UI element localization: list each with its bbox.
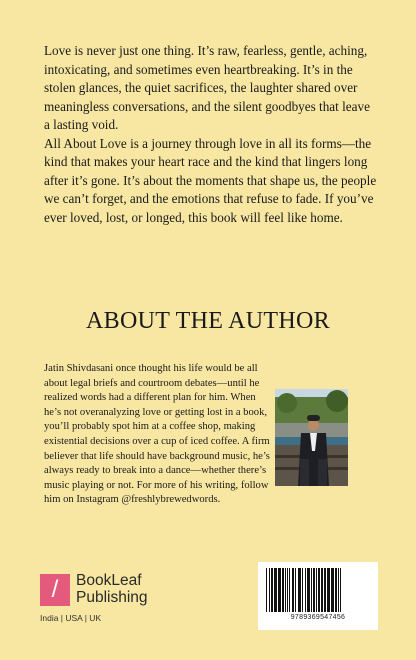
author-bio: Jatin Shivdasani once thought his life would be all about legal briefs and courtroom debates—until he realized words had a different plan for him. When he’s not overanalyzing love or getting lost in a book, you’ll probably spot him at a coffee shop, making existential decisions over a cup of iced coffee. A firm believer that life should have background music, he’s always ready to break into a dance—whether there’s music playing or not. For more of his writing, follow him on Instagram @freshlybrewedwords. bbox=[44, 363, 270, 506]
isbn-barcode bbox=[258, 562, 378, 630]
publisher-logo bbox=[40, 574, 180, 630]
back-cover-blurb bbox=[44, 42, 378, 227]
about-author-heading: ABOUT THE AUTHOR bbox=[86, 308, 330, 334]
blurb-paragraph-2: All About Love is a journey through love in all its forms—the kind that makes your heart race and the kind that lingers long after it’s gone. It’s about the moments that shape us, the people we can’t forget, and the emotions that refuse to fade. If you’ve ever loved, lost, or longed, this book will feel like home. bbox=[44, 135, 377, 225]
isbn-number: 9789369547456 bbox=[290, 614, 346, 621]
publisher-name-line2: Publishing bbox=[76, 589, 148, 606]
publisher-name-line1: BookLeaf bbox=[76, 572, 142, 589]
publisher-mark-icon bbox=[40, 574, 70, 606]
publisher-mark-glyph: / bbox=[51, 576, 59, 603]
barcode-bars-icon bbox=[264, 568, 372, 614]
author-photo bbox=[275, 389, 348, 486]
publisher-locations: India | USA | UK bbox=[40, 613, 102, 623]
blurb-paragraph-1: Love is never just one thing. It’s raw, fearless, gentle, aching, intoxicating, and sometimes even heartbreaking. It’s in the stolen glances, the quiet sacrifices, the laughter shared over meaningless conversations, and the silent goodbyes that leave a lasting void. bbox=[44, 43, 370, 132]
